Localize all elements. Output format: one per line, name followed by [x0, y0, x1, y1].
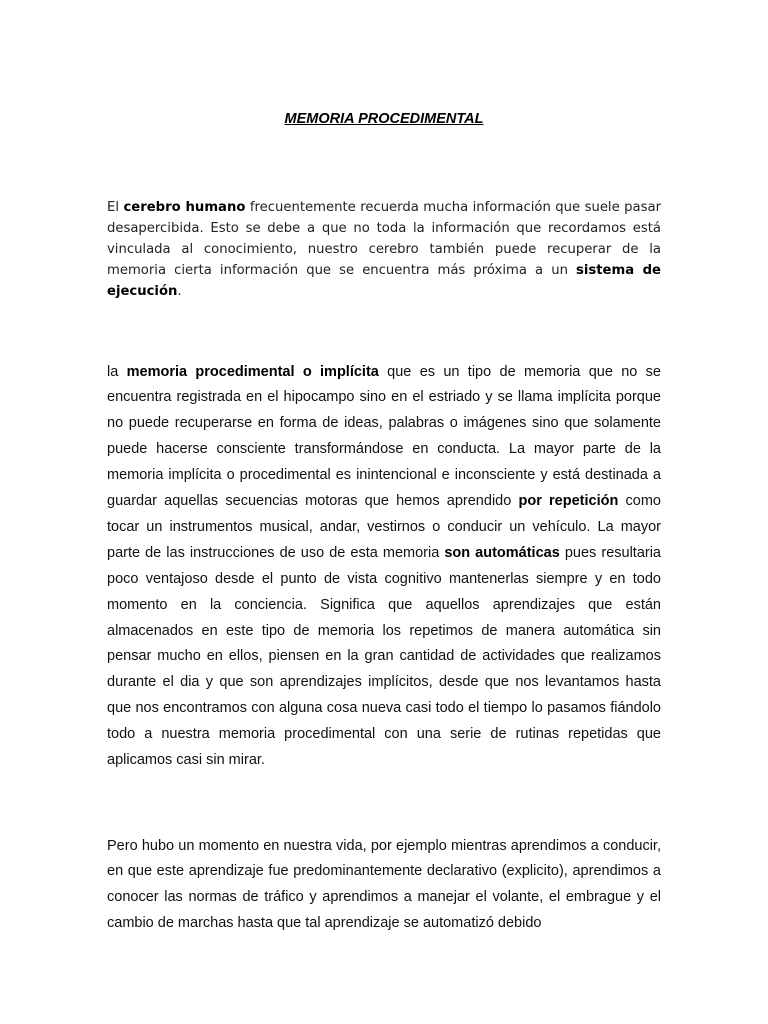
paragraph-1-text-2: frecuentemente recuerda mucha información que suele pasar desapercibida. Esto se debe a que no toda la información que recordamos está vinculada al conocimiento, nuestro cerebro también puede recuperar de la memoria cierta información que se encuentra más próxima a un	[107, 200, 661, 279]
paragraph-2-text-1: la	[107, 363, 127, 380]
paragraph-1-bold-2: sistema de ejecución	[107, 263, 661, 300]
paragraph-1-text-1: El	[107, 200, 124, 216]
paragraph-2-text-4: pues resultaria poco ventajoso desde el punto de vista cognitivo mantenerlas siempre y en todo momento en la conciencia. Significa que aquellos aprendizajes que están almacenados en este tipo de memoria los repetimos de manera automática sin pensar mucho en ellos, piensen en la gran cantidad de actividades que realizamos durante el dia y que son aprendizajes implícitos, desde que nos levantamos hasta que nos encontramos con alguna cosa nueva casi todo el tiempo lo pasamos fiándolo todo a nuestra memoria procedimental con una serie de rutinas repetidas que aplicamos casi sin mirar.	[107, 544, 661, 769]
document-title: MEMORIA PROCEDIMENTAL	[284, 111, 484, 127]
paragraph-3	[107, 834, 661, 938]
paragraph-2-bold-1: memoria procedimental o implícita	[126, 363, 379, 380]
paragraph-2-text-2: que es un tipo de memoria que no se encuentra registrada en el hipocampo sino en el estriado y se llama implícita porque no puede recuperarse en forma de ideas, palabras o imágenes sino que solamente puede hacerse consciente transformándose en conducta. La mayor parte de la memoria implícita o procedimental es inintencional e inconsciente y está destinada a guardar aquellas secuencias motoras que hemos aprendido	[107, 363, 661, 510]
paragraph-2-text-3: como tocar un instrumentos musical, andar, vestirnos o conducir un vehículo. La mayor parte de las instrucciones de uso de esta memoria	[107, 493, 661, 561]
paragraph-1	[107, 197, 661, 302]
paragraph-3-text: Pero hubo un momento en nuestra vida, por ejemplo mientras aprendimos a conducir, en que este aprendizaje fue predominantemente declarativo (explicito), aprendimos a conocer las normas de tráfico y aprendimos a manejar el volante, el embrague y el cambio de marchas hasta que tal aprendizaje se automatizó debido	[107, 837, 661, 932]
paragraph-2-bold-3: son automáticas	[444, 544, 560, 561]
paragraph-2-bold-2: por repetición	[518, 493, 619, 510]
paragraph-1-bold-1: cerebro humano	[123, 200, 246, 216]
paragraph-2	[107, 360, 661, 775]
paragraph-1-text-3: .	[177, 284, 182, 300]
